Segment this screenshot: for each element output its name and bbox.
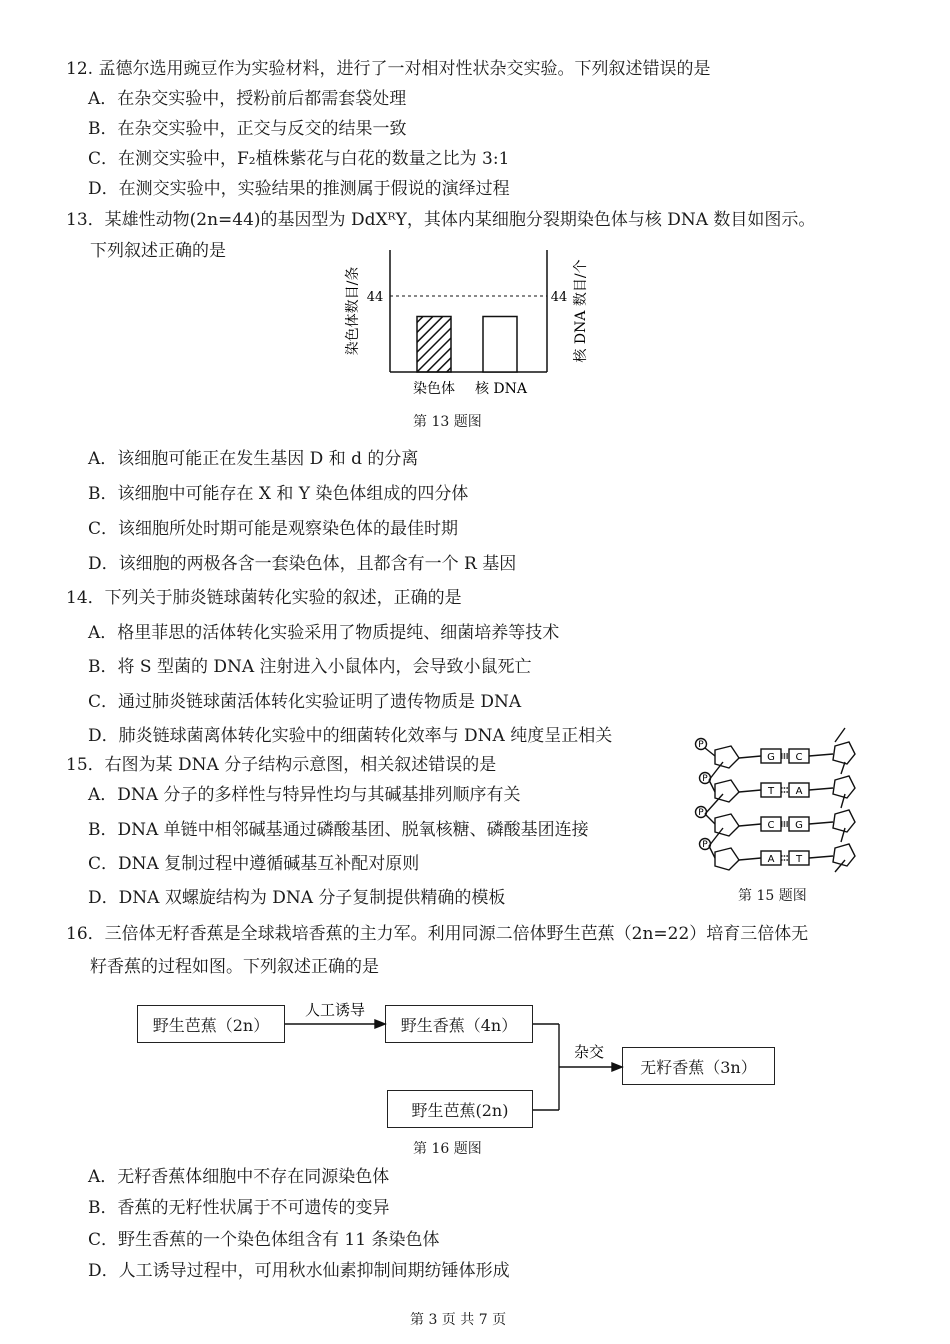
q15-option-c: C．DNA 复制过程中遵循碱基互补配对原则	[88, 854, 420, 874]
bar-nuclear-dna	[483, 316, 517, 372]
q14-option-c: C．通过肺炎链球菌活体转化实验证明了遗传物质是 DNA	[88, 692, 522, 712]
q16-option-a: A．无籽香蕉体细胞中不存在同源染色体	[88, 1167, 390, 1187]
q15-stem: 15．右图为某 DNA 分子结构示意图，相关叙述错误的是	[66, 755, 497, 775]
q14-stem: 14．下列关于肺炎链球菌转化实验的叙述，正确的是	[66, 588, 462, 608]
q13-stem-cont: 下列叙述正确的是	[90, 241, 226, 261]
box-wild-plantain-2n: 野生芭蕉（2n）	[137, 1005, 285, 1043]
box-wild-plantain-2n-second: 野生芭蕉(2n)	[387, 1090, 533, 1128]
q13-option-d: D．该细胞的两极各含一套染色体，且都含有一个 R 基因	[88, 554, 517, 574]
q15-option-a: A．DNA 分子的多样性与特异性均与其碱基排列顺序有关	[88, 785, 521, 805]
q16-flow-arrows	[285, 995, 625, 1125]
box-wild-banana-4n: 野生香蕉（4n）	[385, 1005, 533, 1043]
sugar-right-2	[833, 776, 855, 798]
q13-option-b: B．该细胞中可能存在 X 和 Y 染色体组成的四分体	[88, 484, 469, 504]
q12-option-d: D．在测交实验中，实验结果的推测属于假说的演绎过程	[88, 179, 510, 199]
left-tick-44: 44	[366, 290, 384, 305]
phosphate-2: P	[702, 774, 708, 784]
base-a-2: A	[795, 786, 803, 797]
sugar-left-4	[715, 848, 739, 870]
arrow-label-cross: 杂交	[573, 1043, 605, 1061]
base-g-3: G	[795, 820, 803, 831]
sugar-left-2	[715, 780, 739, 802]
base-g-1: G	[767, 752, 775, 763]
q15-dna-diagram	[685, 718, 875, 883]
base-t-2: T	[767, 786, 775, 797]
q16-figure-caption: 第 16 题图	[413, 1141, 482, 1157]
q13-option-a: A．该细胞可能正在发生基因 D 和 d 的分离	[88, 449, 419, 469]
q12-option-c: C．在测交实验中，F₂植株紫花与白花的数量之比为 3:1	[88, 149, 510, 169]
right-axis-label: 核 DNA 数目/个	[573, 259, 589, 363]
q12-stem: 12. 孟德尔选用豌豆作为实验材料，进行了一对相对性状杂交实验。下列叙述错误的是	[66, 59, 711, 79]
q13-option-c: C．该细胞所处时期可能是观察染色体的最佳时期	[88, 519, 459, 539]
q15-figure-caption: 第 15 题图	[738, 888, 807, 904]
left-axis-label: 染色体数目/条	[345, 266, 361, 356]
phosphate-4: P	[702, 840, 708, 850]
q15-option-d: D．DNA 双螺旋结构为 DNA 分子复制提供精确的模板	[88, 888, 506, 908]
q12-option-b: B．在杂交实验中，正交与反交的结果一致	[88, 119, 407, 139]
sugar-left-3	[715, 814, 739, 836]
sugar-right-4	[833, 844, 855, 866]
sugar-left-1	[715, 746, 739, 768]
sugar-right-3	[833, 810, 855, 832]
q13-bar-chart	[335, 245, 605, 405]
q16-option-b: B．香蕉的无籽性状属于不可遗传的变异	[88, 1198, 390, 1218]
phosphate-1: P	[698, 740, 704, 750]
q13-stem: 13．某雄性动物(2n=44)的基因型为 DdXᴿY，其体内某细胞分裂期染色体与核 DNA 数目如图示。	[66, 210, 816, 230]
q12-option-a: A．在杂交实验中，授粉前后都需套袋处理	[88, 89, 407, 109]
phosphate-3: P	[698, 808, 704, 818]
q14-option-a: A．格里菲思的活体转化实验采用了物质提纯、细菌培养等技术	[88, 623, 560, 643]
page-footer: 第 3 页 共 7 页	[410, 1312, 507, 1328]
base-a-4: A	[767, 854, 775, 865]
x-label-nuclear-dna: 核 DNA	[474, 381, 528, 397]
bar-chromosome	[417, 316, 451, 372]
q13-figure-caption: 第 13 题图	[413, 414, 482, 430]
x-label-chromosome: 染色体	[413, 381, 455, 397]
arrow-label-artificial-induction: 人工诱导	[304, 1001, 366, 1019]
q14-option-b: B．将 S 型菌的 DNA 注射进入小鼠体内，会导致小鼠死亡	[88, 657, 532, 677]
base-c-1: C	[795, 752, 803, 763]
right-tick-44: 44	[550, 290, 568, 305]
q15-option-b: B．DNA 单链中相邻碱基通过磷酸基团、脱氧核糖、磷酸基团连接	[88, 820, 589, 840]
base-t-4: T	[795, 854, 803, 865]
base-c-3: C	[767, 820, 775, 831]
sugar-right-1	[833, 742, 855, 764]
q16-stem: 16．三倍体无籽香蕉是全球栽培香蕉的主力军。利用同源二倍体野生芭蕉（2n=22）培育三倍体无	[66, 924, 809, 944]
q16-stem-cont: 籽香蕉的过程如图。下列叙述正确的是	[90, 957, 379, 977]
q16-option-d: D．人工诱导过程中，可用秋水仙素抑制间期纺锤体形成	[88, 1261, 510, 1281]
q14-option-d: D．肺炎链球菌离体转化实验中的细菌转化效率与 DNA 纯度呈正相关	[88, 726, 613, 746]
box-seedless-banana-3n: 无籽香蕉（3n）	[622, 1047, 775, 1085]
q16-option-c: C．野生香蕉的一个染色体组含有 11 条染色体	[88, 1230, 440, 1250]
